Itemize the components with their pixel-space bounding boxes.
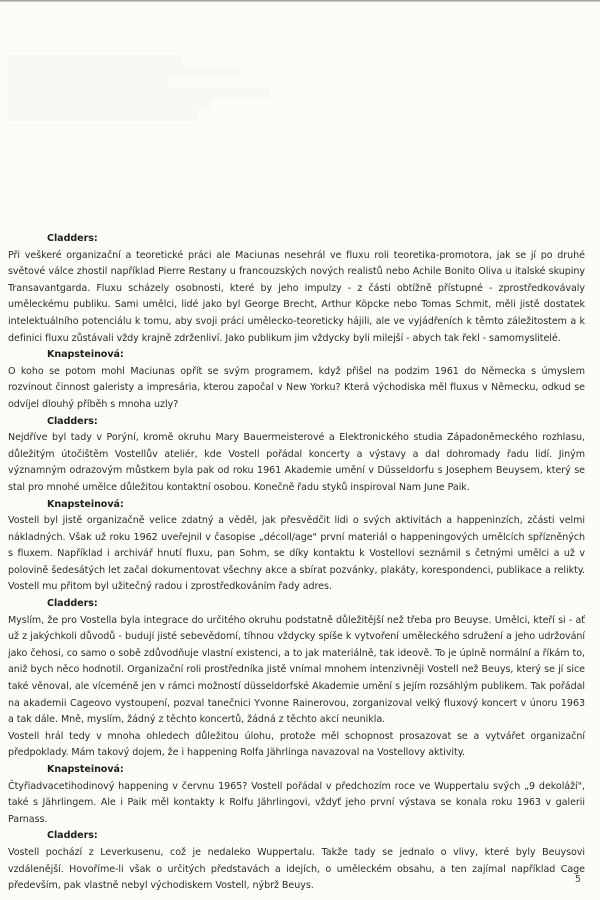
dialogue-paragraph: Myslím, že pro Vostella byla integrace do určitého okruhu podstatně důležitější než třeba pro Beuyse. Umělci, kteří si - ať už z jakýchkoli důvodů - budují jisté sebevědomí, tíhnou vždycky spíše k vytvoření uměleckého sdružení a jeho udržování jako čehosi, co samo o sobě zdůvodňuje vlastní existenci, a to jak materiálně, tak ideově. To je úplně normální a říkám to, aniž bych něco hodnotil. Organizační roli prostředníka jistě vnímal mnohem intenzivněji Vostell než Beuys, který se jí sice také věnoval, ale víceméně jen v rámci možností düsseldorfské Akademie umění s jejím rozsáhlým publikem. Tak pořádal na akademii Cageovo vystoupení, pozval tanečnici Yvonne Rainerovou, zorganizoval velký fluxový koncert v únoru 1963 a tak dále. Mně, myslím, žádný z těchto koncertů, žádná z těchto akcí neunikla. [8,614,585,726]
dialogue-paragraph: Nejdříve byl tady v Porýní, kromě okruhu Mary Bauermeisterové a Elektronického studia Západoněmeckého rozhlasu, důležitým útočištěm Vostellův ateliér, kde Vostell pořádal koncerty a výstavy a dal dohromady řadu lidí. Jiným významným odrazovým můstkem byla pak od roku 1961 Akademie umění v Düsseldorfu s Josephem Beuysem, který se stal pro mnohé umělce důležitou kontaktní osobou. Konečně řadu styků inspiroval Nam June Paik. [8,432,585,493]
dialogue-paragraph: Čtyřiadvacetihodinový happening v červnu 1965? Vostell pořádal v předchozím roce ve Wuppertalu svých „9 dekoláží", také s Jährlingem. Ale i Paik měl kontakty k Rolfu Jährlingovi, vždyť jeho první výstava se konala roku 1963 v galerii Parnass. [8,780,585,825]
speaker-label: Knapsteinová: [47,349,124,361]
speaker-label: Knapsteinová: [47,764,124,775]
speaker-label: Cladders: [47,415,98,427]
dialogue-paragraph: Vostell pochází z Leverkusenu, což je nedaleko Wuppertalu. Takže tady se jednalo o vlivy, které byly Beuysovi vzdálenější. Hovoříme-li však o určitých představách a idejích, o uměleckém obsahu, a ten zajímal například Cage především, pak vlastně nebyl východiskem Vostell, nýbrž Beuys. [8,846,585,892]
interview-body [8,231,585,895]
speaker-label: Cladders: [47,830,98,842]
dialogue-paragraph: Při veškeré organizační a teoretické práci ale Maciunas nesehrál ve fluxu roli teoretika-promotora, jak se jí po druhé světové válce zhostil například Pierre Restany u francouzských nových realistů nebo Achile Bonito Oliva u italské skupiny Transavantgarda. Fluxu scházely osobnosti, které by jeho impulzy - z části obtížně přístupné - zprostředkovávaly uměleckému publiku. Sami umělci, lidé jako byl George Brecht, Arthur Köpcke nebo Tomas Schmit, měli jistě dostatek intelektuálního potenciálu k tomu, aby svoji práci umělecko-teoreticky hájili, ale ve vyjádřeních k těmto záležitostem a k definici fluxu zůstávali vždy krajně zdrženliví. Jako publikum jim vždycky byli milejší - abych tak řekl - samomyslitelé. [8,249,585,344]
dialogue-paragraph: Vostell byl jistě organizačně velice zdatný a věděl, jak přesvědčit lidi o svých aktivitách a happeninzích, zčásti velmi nákladných. Však už roku 1962 uveřejnil v časopise „décoll/age" první materiál o happeningových umělcích spřízněných s fluxem. Například i archivář hnutí fluxu, pan Sohm, se díky kontaktu k Vostellovi seznámil s četnými umělci a už v polovině šedesátých let začal dokumentovat všechny akce a sbírat pozvánky, plakáty, korespondenci, publikace a relikty. Vostell mu přitom byl užitečný radou i zprostředkováním řady adres. [8,515,585,593]
speaker-label: Cladders: [47,598,98,610]
speaker-label: Cladders: [47,233,98,244]
dialogue-paragraph: O koho se potom mohl Maciunas opřít se svým programem, když přišel na podzim 1961 do Německa s úmyslem rozvinout činnost galeristy a impresária, kterou započal v New Yorku? Která východiska měl fluxus v Německu, odkud se odvíjel dlouhý příběh s mnoha uzly? [8,365,585,410]
dialogue-paragraph: Vostell hrál tedy v mnoha ohledech důležitou úlohu, protože měl schopnost prosazovat se a vytvářet organizační předpoklady. Mám takový dojem, že i happening Rolfa Jährlinga navazoval na Vostellovy aktivity. [8,730,585,759]
bleed-through-text [8,55,298,121]
page-number: 5 [575,874,582,885]
speaker-label: Knapsteinová: [47,498,124,510]
page-top-edge [0,0,600,2]
